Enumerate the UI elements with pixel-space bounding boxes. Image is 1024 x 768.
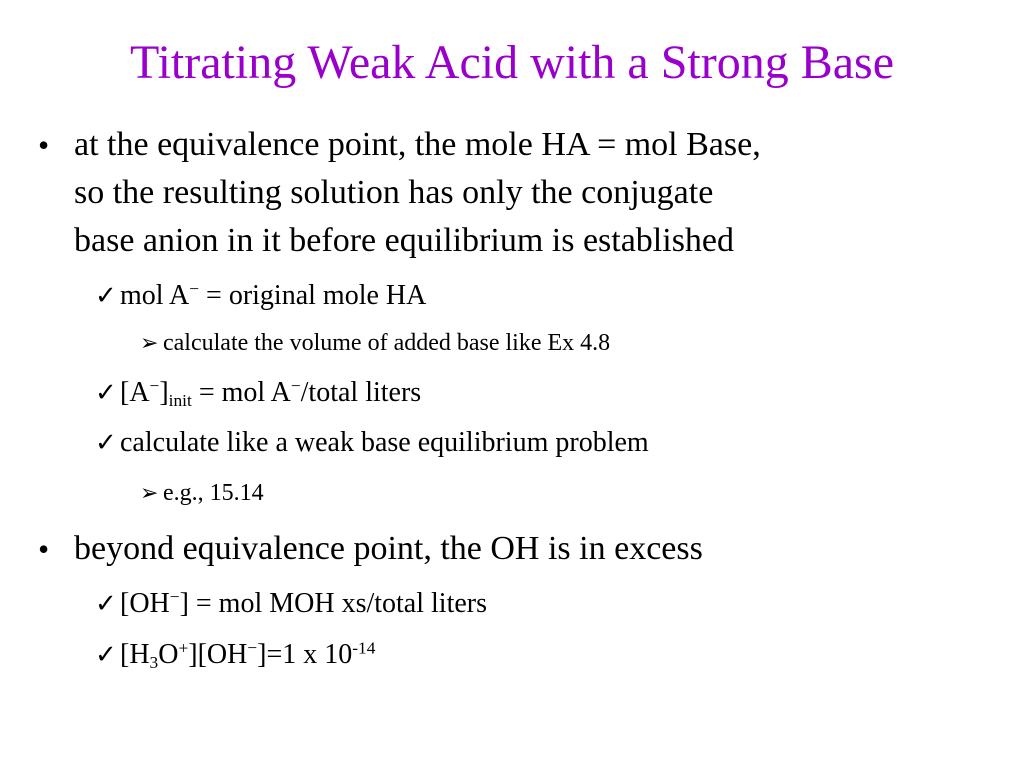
check-icon: ✓ (95, 589, 117, 618)
check-item-mol-a: mol A− = original mole HA (120, 279, 427, 311)
arrow-bullet-icon: ➢ (140, 480, 159, 505)
check-item-weak-base: calculate like a weak base equilibrium problem (120, 427, 649, 458)
bullet-dot-icon: • (38, 127, 50, 163)
check-item-a-init: $[A^-]_{init}$ = mol A−/total liters (120, 376, 422, 411)
check-icon: ✓ (95, 378, 117, 407)
check-icon: ✓ (95, 428, 117, 457)
check-icon: ✓ (95, 281, 117, 310)
arrow-bullet-icon: ➢ (140, 330, 159, 355)
check-icon: ✓ (95, 640, 117, 669)
bullet-dot-icon: • (38, 531, 50, 567)
check-item-oh: [OH−] = mol MOH xs/total liters (120, 587, 488, 619)
bullet-1-line-3: base anion in it before equilibrium is established (74, 222, 735, 259)
bullet-1-line-1: at the equivalence point, the mole HA = mol Base, (74, 126, 761, 163)
slide-title: Titrating Weak Acid with a Strong Base (129, 36, 895, 89)
check-item-kw: $[H_3O^+][OH^-]=1$ x $10^{-14}$ (120, 638, 376, 673)
bullet-1-line-2: so the resulting solution has only the conjugate (74, 174, 714, 211)
sub-item-example: e.g., 15.14 (163, 480, 264, 506)
bullet-2-line-1: beyond equivalence point, the OH is in excess (74, 530, 703, 567)
sub-item-volume: calculate the volume of added base like Ex 4.8 (163, 330, 611, 356)
